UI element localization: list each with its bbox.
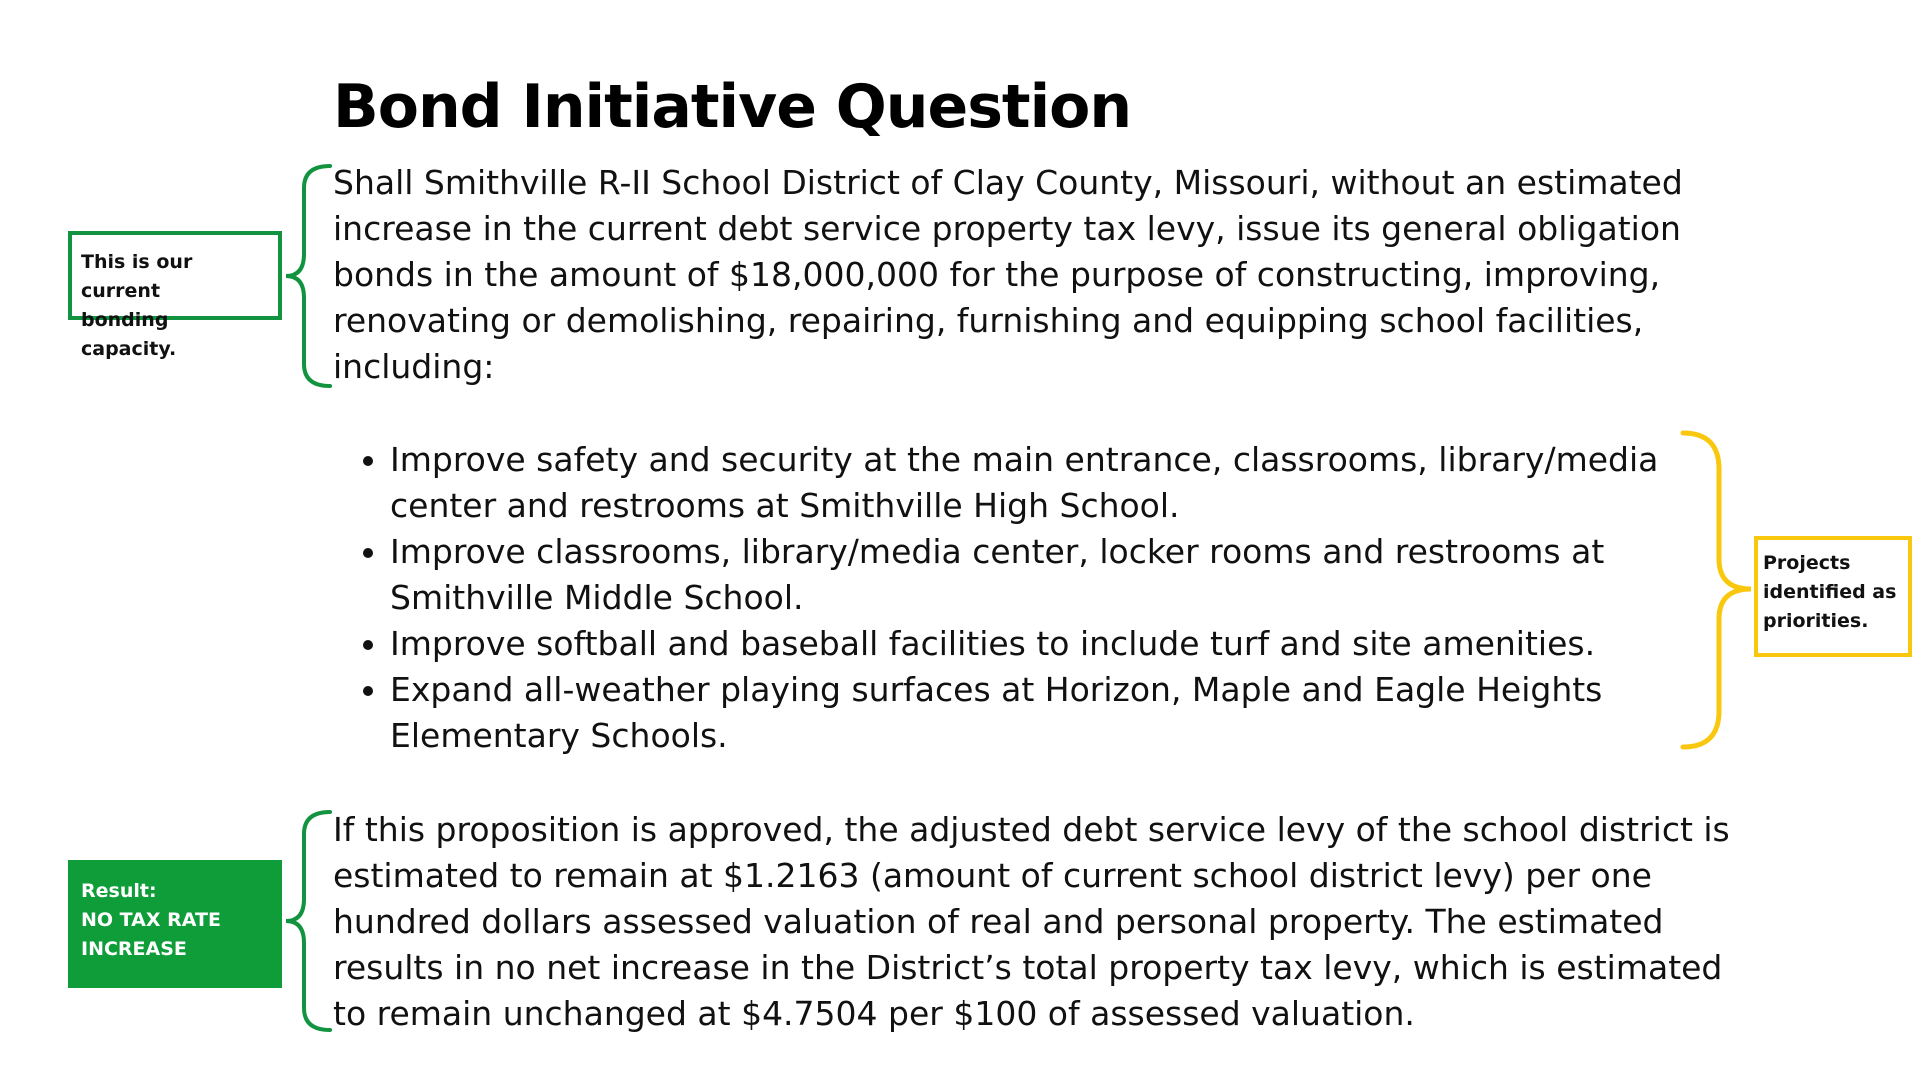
result-note [68,860,282,988]
levy-paragraph: If this proposition is approved, the adjusted debt service levy of the school district is estimated to remain at $1.2163 (amount of current school district levy) per one hundred dollars assessed valuation of real and personal property. The estimated results in no net increase in the District’s total property tax levy, which is estimated to remain unchanged at $4.7504 per $100 of assessed valuation. [333,810,1730,1033]
bond-question-paragraph: Shall Smithville R-II School District of Clay County, Missouri, without an estimated increase in the current debt service property tax levy, issue its general obligation bonds in the amount of $18,000,000 for the purpose of constructing, improving, renovating or demolishing, repairing, furnishing and equipping school facilities, including: [333,163,1683,386]
project-list [390,437,1720,759]
note-line: bonding capacity. [81,309,177,360]
priorities-note [1754,536,1912,657]
note-line: Projects [1763,552,1851,574]
list-item: Expand all-weather playing surfaces at Horizon, Maple and Eagle Heights Elementary Schools. [390,667,1720,759]
note-line: NO TAX RATE [81,909,221,931]
note-line: Result: [81,880,157,902]
bonding-capacity-note [68,231,282,360]
note-line: INCREASE [81,938,187,960]
page-title: Bond Initiative Question [333,72,1132,142]
note-line: priorities. [1763,610,1869,632]
green-brace-top [282,162,332,390]
yellow-brace [1679,429,1755,751]
list-item: Improve softball and baseball facilities to include turf and site amenities. [390,621,1720,667]
list-item: Improve safety and security at the main entrance, classrooms, library/media center and restrooms at Smithville High School. [390,437,1720,529]
green-brace-bottom [282,808,332,1034]
list-item: Improve classrooms, library/media center, locker rooms and restrooms at Smithville Middle School. [390,529,1720,621]
note-line: identified as [1763,581,1897,603]
note-line: This is our current [81,251,193,302]
